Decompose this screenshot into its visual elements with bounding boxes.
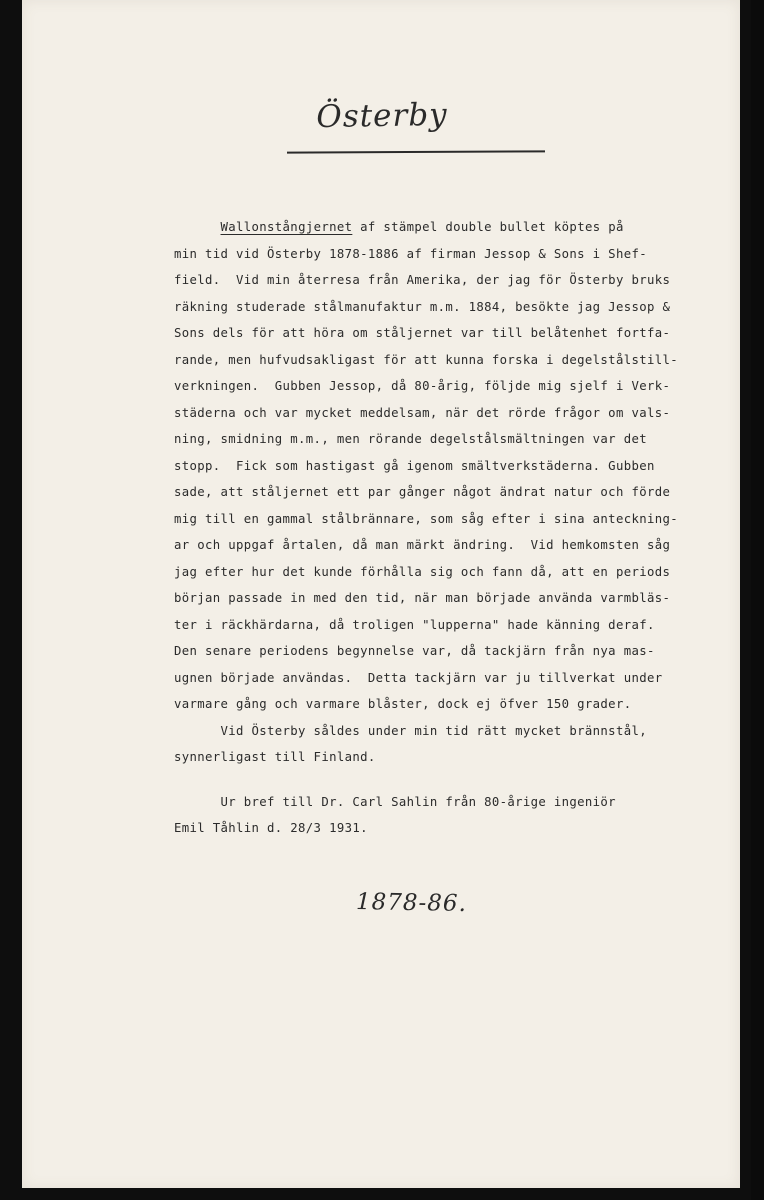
handwritten-heading: Österby: [316, 96, 448, 136]
line-text: ning, smidning m.m., men rörande degelstålsmältningen var det: [174, 432, 647, 446]
source-line: Emil Tåhlin d. 28/3 1931.: [174, 821, 368, 835]
text-line: [174, 585, 714, 612]
text-line: [174, 532, 714, 559]
text-line: [174, 214, 714, 241]
line-indent: [174, 220, 221, 234]
text-line: [174, 691, 714, 718]
line-text: verkningen. Gubben Jessop, då 80-årig, följde mig sjelf i Verk-: [174, 379, 671, 393]
line-text: sade, att ståljernet ett par gånger något ändrat natur och förde: [174, 485, 671, 499]
line-text: af stämpel double bullet köptes på: [352, 220, 624, 234]
text-line: [174, 426, 714, 453]
paragraph-gap: [174, 771, 714, 789]
underlined-term: Wallonstångjernet: [220, 220, 353, 234]
paragraph-main: [174, 214, 714, 718]
line-text: ter i räckhärdarna, då troligen "lupperna" hade känning deraf.: [174, 617, 655, 632]
line-text: ar och uppgaf årtalen, då man märkt ändring. Vid hemkomsten såg: [174, 538, 671, 552]
text-line: [174, 294, 714, 321]
handwritten-years: 1878-86.: [355, 889, 468, 917]
typed-body: [174, 214, 714, 842]
line-text: field. Vid min återresa från Amerika, der jag för Österby bruks: [174, 273, 671, 287]
text-line: [174, 559, 714, 586]
text-line: [174, 400, 714, 427]
text-line: [174, 267, 714, 294]
line-text: stopp. Fick som hastigast gå igenom smältverkstäderna. Gubben: [174, 458, 655, 473]
line-text: Sons dels för att höra om ståljernet var till belåtenhet fortfa-: [174, 326, 671, 340]
line-text: jag efter hur det kunde förhålla sig och fann då, att en periods: [174, 564, 671, 579]
text-line: [174, 241, 714, 268]
text-line: [174, 506, 714, 533]
line-text: städerna och var mycket meddelsam, när det rörde frågor om vals-: [174, 405, 671, 420]
line-text: räkning studerade stålmanufaktur m.m. 1884, besökte jag Jessop &: [174, 299, 671, 314]
line-text: mig till en gammal stålbrännare, som såg efter i sina anteckning-: [174, 511, 678, 526]
text-line: [174, 612, 714, 639]
source-line: Ur bref till Dr. Carl Sahlin från 80-årige ingeniör: [174, 794, 616, 809]
line-text: Den senare periodens begynnelse var, då tackjärn från nya mas-: [174, 644, 655, 658]
scan-border-right: [751, 0, 764, 1200]
line-text: början passade in med den tid, när man började använda varmbläs-: [174, 591, 671, 605]
line-text: varmare gång och varmare blåster, dock ej öfver 150 grader.: [174, 697, 632, 711]
text-line: [174, 665, 714, 692]
text-line: synnerligast till Finland.: [174, 750, 376, 764]
line-text: ugnen började användas. Detta tackjärn var ju tillverkat under: [174, 670, 663, 685]
paragraph-second: [174, 718, 714, 771]
line-text: min tid vid Österby 1878-1886 af firman Jessop & Sons i Shef-: [174, 246, 647, 261]
text-line: [174, 453, 714, 480]
text-line: [174, 479, 714, 506]
text-line: [174, 638, 714, 665]
text-line: [174, 320, 714, 347]
line-text: rande, men hufvudsakligast för att kunna forska i degelstålstill-: [174, 352, 678, 367]
text-line: [174, 347, 714, 374]
text-line: [174, 373, 714, 400]
source-note: [174, 789, 714, 842]
text-line: Vid Österby såldes under min tid rätt mycket brännstål,: [174, 723, 647, 738]
